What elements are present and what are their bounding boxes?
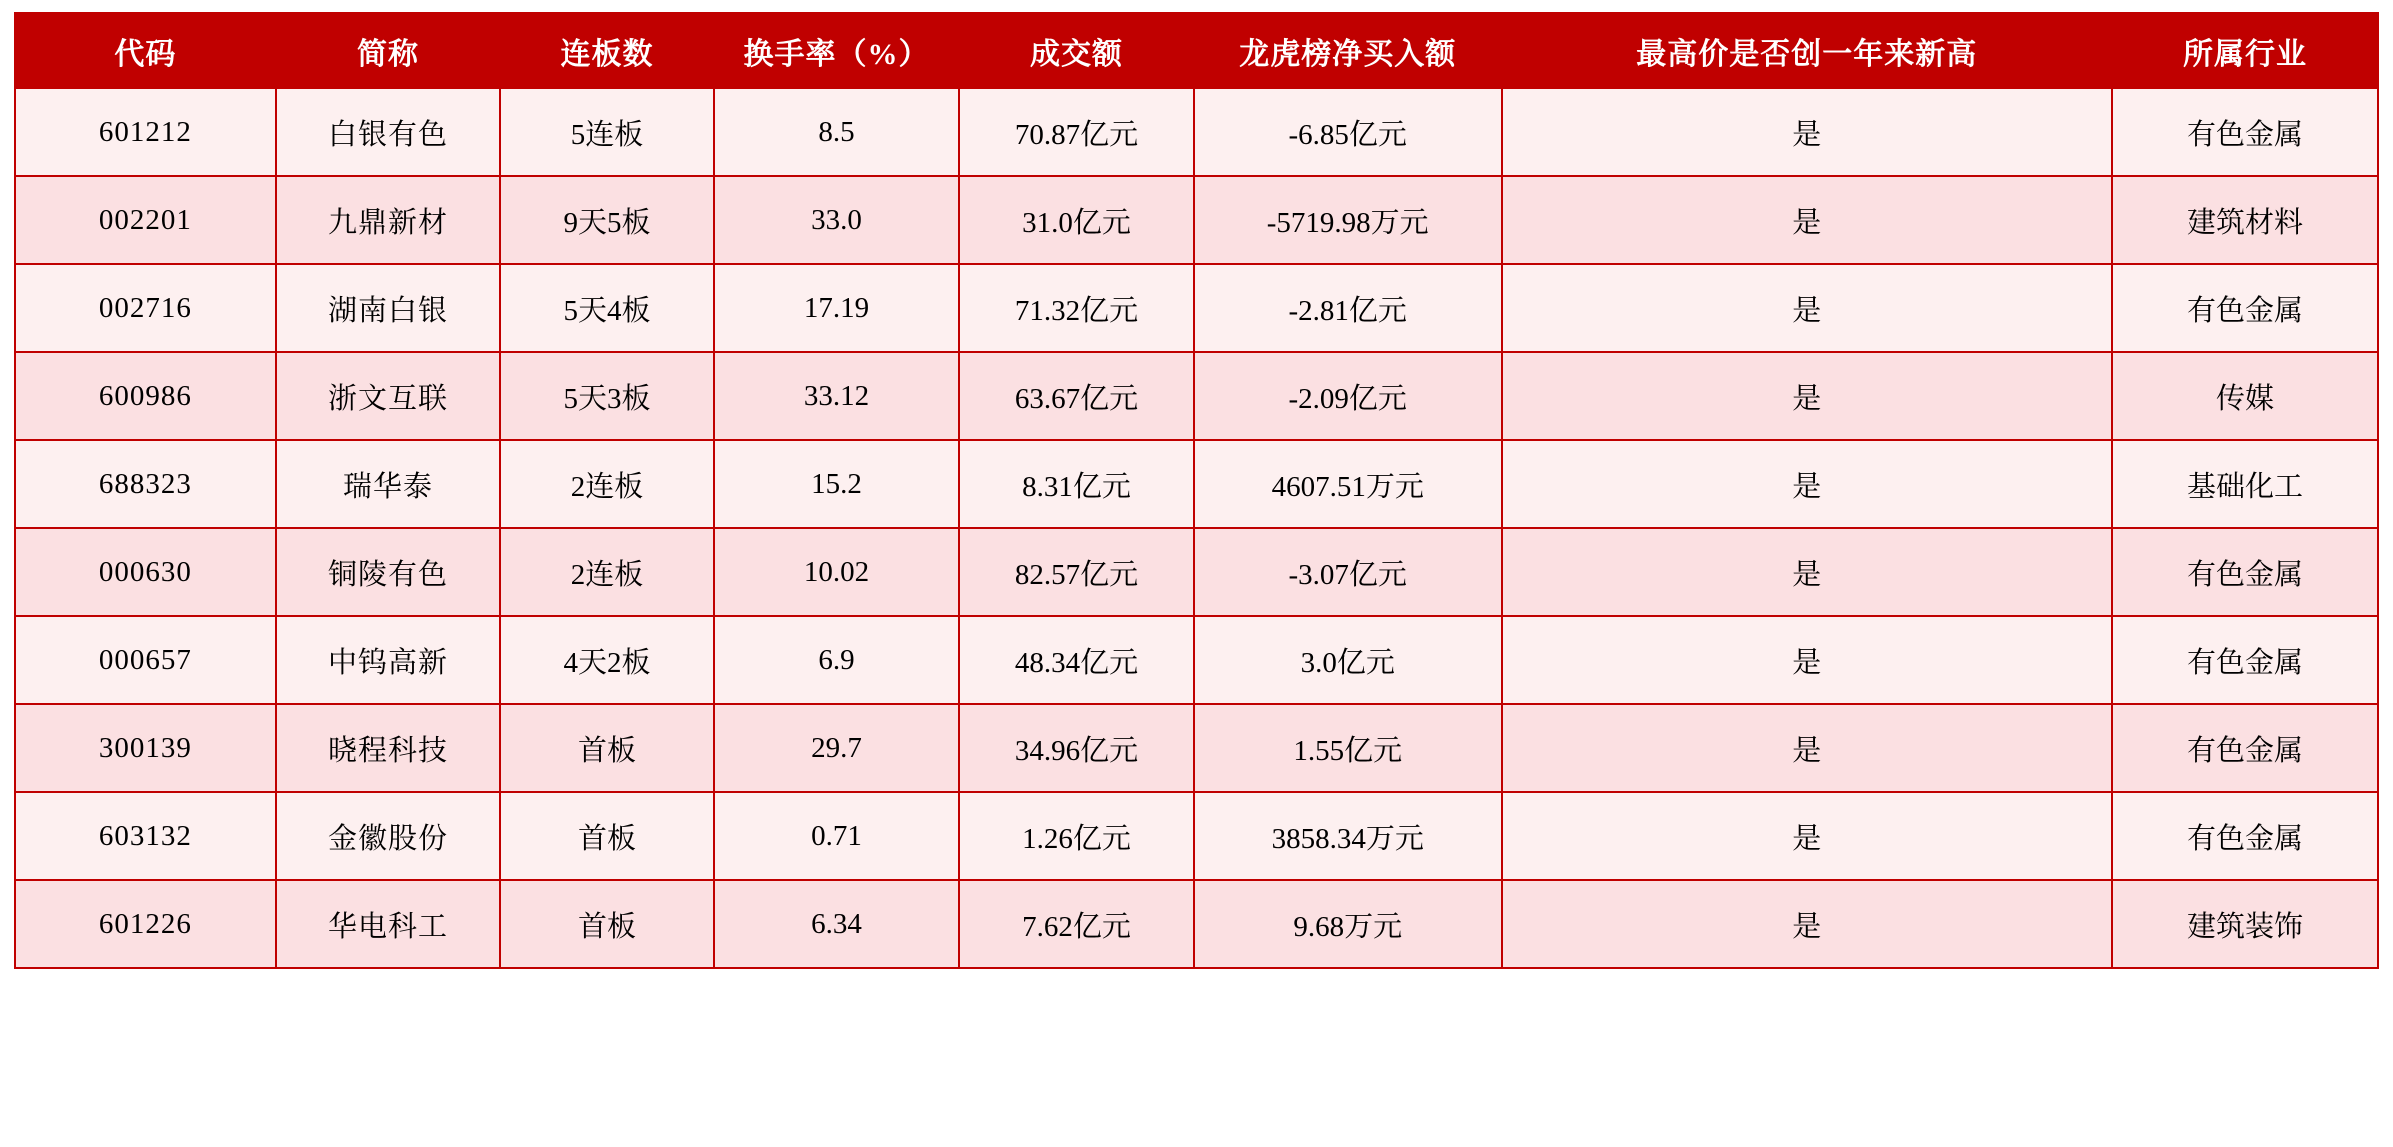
cell-new-high: 是: [1502, 264, 2112, 352]
column-header-code: 代码: [15, 13, 276, 88]
cell-amount: 82.57亿元: [959, 528, 1194, 616]
table-header-row: [15, 13, 2378, 88]
column-header-new-high: 最高价是否创一年来新高: [1502, 13, 2112, 88]
column-header-name: 简称: [276, 13, 500, 88]
cell-boards: 首板: [500, 880, 714, 968]
cell-new-high: 是: [1502, 88, 2112, 176]
cell-new-high: 是: [1502, 440, 2112, 528]
cell-code: 600986: [15, 352, 276, 440]
cell-amount: 48.34亿元: [959, 616, 1194, 704]
column-header-net-buy: 龙虎榜净买入额: [1194, 13, 1502, 88]
cell-new-high: 是: [1502, 528, 2112, 616]
cell-new-high: 是: [1502, 704, 2112, 792]
cell-amount: 7.62亿元: [959, 880, 1194, 968]
table-row: [15, 880, 2378, 968]
cell-boards: 4天2板: [500, 616, 714, 704]
cell-turnover-rate: 6.34: [714, 880, 959, 968]
cell-code: 000657: [15, 616, 276, 704]
table-header: [15, 13, 2378, 88]
cell-boards: 2连板: [500, 528, 714, 616]
table-row: [15, 616, 2378, 704]
cell-turnover-rate: 0.71: [714, 792, 959, 880]
cell-name: 铜陵有色: [276, 528, 500, 616]
cell-industry: 有色金属: [2112, 792, 2378, 880]
column-header-industry: 所属行业: [2112, 13, 2378, 88]
cell-net-buy: -5719.98万元: [1194, 176, 1502, 264]
cell-boards: 9天5板: [500, 176, 714, 264]
cell-turnover-rate: 33.0: [714, 176, 959, 264]
cell-net-buy: 3858.34万元: [1194, 792, 1502, 880]
stock-table: [14, 12, 2379, 969]
table-row: [15, 792, 2378, 880]
cell-code: 002201: [15, 176, 276, 264]
cell-industry: 建筑装饰: [2112, 880, 2378, 968]
cell-turnover-rate: 17.19: [714, 264, 959, 352]
column-header-boards: 连板数: [500, 13, 714, 88]
cell-industry: 有色金属: [2112, 88, 2378, 176]
cell-code: 002716: [15, 264, 276, 352]
cell-net-buy: -6.85亿元: [1194, 88, 1502, 176]
table-row: [15, 352, 2378, 440]
cell-turnover-rate: 29.7: [714, 704, 959, 792]
cell-amount: 34.96亿元: [959, 704, 1194, 792]
cell-net-buy: 1.55亿元: [1194, 704, 1502, 792]
cell-name: 华电科工: [276, 880, 500, 968]
cell-industry: 有色金属: [2112, 528, 2378, 616]
cell-boards: 5连板: [500, 88, 714, 176]
cell-amount: 70.87亿元: [959, 88, 1194, 176]
cell-turnover-rate: 6.9: [714, 616, 959, 704]
table-body: [15, 88, 2378, 968]
cell-amount: 8.31亿元: [959, 440, 1194, 528]
cell-new-high: 是: [1502, 352, 2112, 440]
table-row: [15, 528, 2378, 616]
cell-code: 688323: [15, 440, 276, 528]
cell-code: 601212: [15, 88, 276, 176]
cell-net-buy: -3.07亿元: [1194, 528, 1502, 616]
cell-net-buy: 4607.51万元: [1194, 440, 1502, 528]
cell-boards: 首板: [500, 792, 714, 880]
cell-new-high: 是: [1502, 792, 2112, 880]
cell-name: 白银有色: [276, 88, 500, 176]
cell-amount: 1.26亿元: [959, 792, 1194, 880]
cell-net-buy: -2.09亿元: [1194, 352, 1502, 440]
cell-amount: 71.32亿元: [959, 264, 1194, 352]
cell-new-high: 是: [1502, 880, 2112, 968]
cell-code: 601226: [15, 880, 276, 968]
column-header-turnover-rate: 换手率（%）: [714, 13, 959, 88]
cell-industry: 有色金属: [2112, 704, 2378, 792]
cell-name: 中钨高新: [276, 616, 500, 704]
cell-name: 金徽股份: [276, 792, 500, 880]
cell-name: 九鼎新材: [276, 176, 500, 264]
cell-code: 000630: [15, 528, 276, 616]
table-row: [15, 176, 2378, 264]
cell-net-buy: 9.68万元: [1194, 880, 1502, 968]
cell-boards: 5天4板: [500, 264, 714, 352]
cell-name: 湖南白银: [276, 264, 500, 352]
cell-industry: 有色金属: [2112, 616, 2378, 704]
cell-turnover-rate: 33.12: [714, 352, 959, 440]
cell-code: 300139: [15, 704, 276, 792]
cell-name: 瑞华泰: [276, 440, 500, 528]
cell-code: 603132: [15, 792, 276, 880]
cell-net-buy: 3.0亿元: [1194, 616, 1502, 704]
cell-name: 晓程科技: [276, 704, 500, 792]
cell-boards: 2连板: [500, 440, 714, 528]
cell-turnover-rate: 15.2: [714, 440, 959, 528]
table-row: [15, 704, 2378, 792]
column-header-amount: 成交额: [959, 13, 1194, 88]
cell-new-high: 是: [1502, 616, 2112, 704]
cell-industry: 有色金属: [2112, 264, 2378, 352]
cell-boards: 5天3板: [500, 352, 714, 440]
cell-net-buy: -2.81亿元: [1194, 264, 1502, 352]
table-row: [15, 440, 2378, 528]
cell-amount: 31.0亿元: [959, 176, 1194, 264]
cell-turnover-rate: 8.5: [714, 88, 959, 176]
table-row: [15, 264, 2378, 352]
cell-amount: 63.67亿元: [959, 352, 1194, 440]
cell-industry: 传媒: [2112, 352, 2378, 440]
cell-name: 浙文互联: [276, 352, 500, 440]
table-row: [15, 88, 2378, 176]
cell-industry: 基础化工: [2112, 440, 2378, 528]
cell-turnover-rate: 10.02: [714, 528, 959, 616]
cell-industry: 建筑材料: [2112, 176, 2378, 264]
cell-new-high: 是: [1502, 176, 2112, 264]
cell-boards: 首板: [500, 704, 714, 792]
